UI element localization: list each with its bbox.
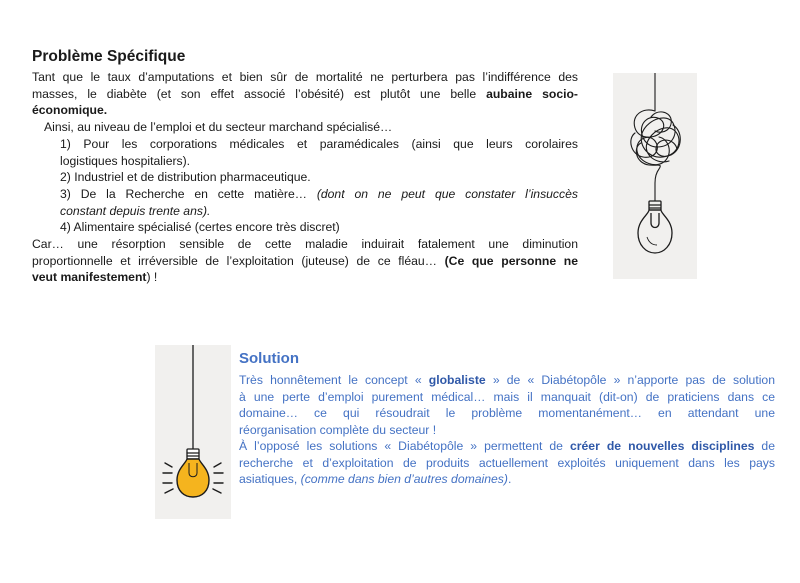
ainsi-line: Ainsi, au niveau de l’emploi et du secteur marchand spécialisé… xyxy=(44,120,393,135)
intro-line-1: Tant que le taux d’amputations et bien sûr de mortalité ne perturbera pas l’indifférence des xyxy=(32,70,578,84)
solution-line-2: à une perte d’emploi purement médical… mais il manquait (dit-on) de praticiens dans ce xyxy=(239,389,775,404)
problem-title: Problème Spécifique xyxy=(32,48,186,65)
car-line-1: Car… une résorption sensible de cette maladie induirait fatalement une diminution xyxy=(32,237,578,252)
solution-line-5: À l’opposé les solutions « Diabétopôle » permettent de créer de nouvelles disciplines de xyxy=(239,439,775,453)
item-2: 2) Industriel et de distribution pharmaceutique. xyxy=(60,170,311,185)
solution-line-6: recherche et d’exploitation de produits actuellement exploités uniquement dans les pays xyxy=(239,455,775,470)
car-line-2: proportionnelle et irréversible de l’exploitation (juteuse) de ce fléau… (Ce que personne ne xyxy=(32,253,579,268)
solution-line-1: Très honnêtement le concept « globaliste » de « Diabétopôle » n’apporte pas de solution xyxy=(239,373,775,387)
problem-text xyxy=(32,69,578,286)
solution-text xyxy=(239,372,775,488)
solution-title: Solution xyxy=(239,350,299,367)
lit-lightbulb-icon xyxy=(155,345,231,519)
item-1-cont: logistiques hospitaliers). xyxy=(60,153,191,168)
intro-line-2: masses, le diabète (et son effet associé l’obésité) est plutôt une belle aubaine socio- xyxy=(32,86,578,101)
item-4: 4) Alimentaire spécialisé (certes encore très discret) xyxy=(60,220,340,235)
item-3-cont: constant depuis trente ans). xyxy=(60,203,211,218)
car-line-3: veut manifestement) ! xyxy=(32,270,158,285)
item-1: 1) Pour les corporations médicales et paramédicales (ainsi que leurs corolaires xyxy=(60,136,578,151)
tangled-lightbulb-icon xyxy=(613,73,697,279)
solution-line-4: réorganisation complète du secteur ! xyxy=(239,422,437,437)
item-3: 3) De la Recherche en cette matière… (dont on ne peut que constater l’insuccès xyxy=(60,186,578,201)
solution-line-3: domaine… ce qui résoudrait le problème momentanément… en attendant une xyxy=(239,406,775,420)
intro-line-3: économique. xyxy=(32,103,108,118)
solution-line-7: asiatiques, (comme dans bien d’autres domaines). xyxy=(239,472,512,486)
